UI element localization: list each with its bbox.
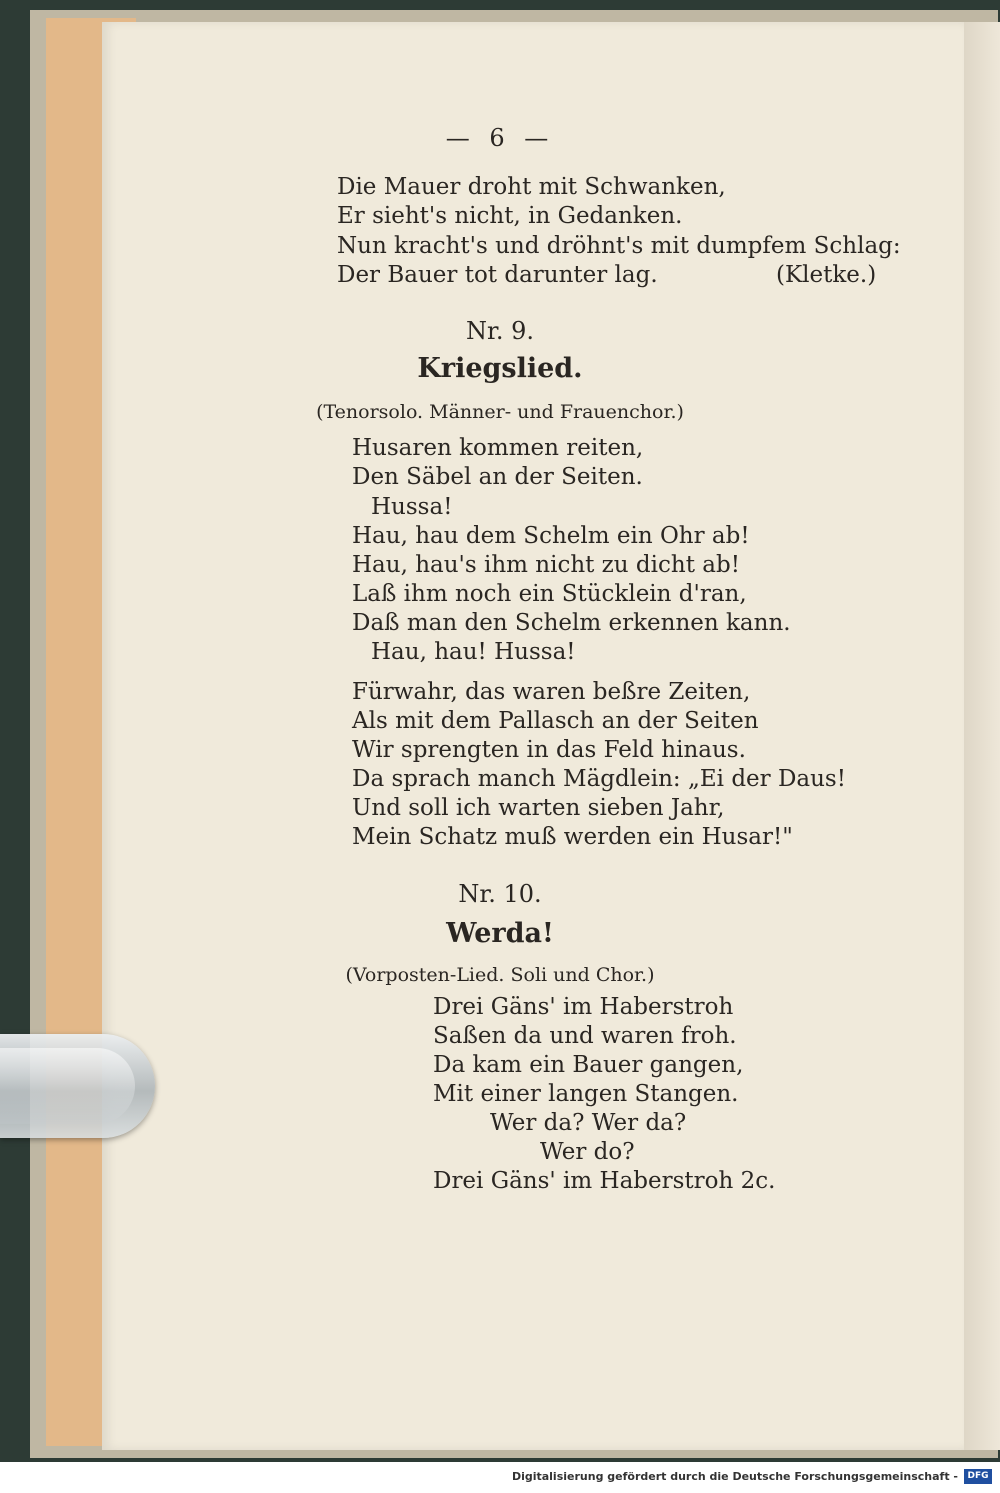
- paper-clip-highlight: [0, 1048, 135, 1124]
- verse-line: Mein Schatz muß werden ein Husar!": [352, 824, 793, 850]
- verse-line: Daß man den Schelm erkennen kann.: [352, 610, 791, 636]
- verse-line: Mit einer langen Stangen.: [433, 1081, 739, 1107]
- verse-line: Wer do?: [540, 1139, 635, 1165]
- song-9-title: Kriegslied.: [417, 353, 583, 384]
- paper-clip: [0, 1034, 155, 1138]
- verse-line: Hau, hau's ihm nicht zu dicht ab!: [352, 552, 740, 578]
- verse-line: Hau, hau dem Schelm ein Ohr ab!: [352, 523, 750, 549]
- verse-line: Saßen da und waren froh.: [433, 1023, 737, 1049]
- page-number: — 6 —: [445, 124, 555, 152]
- song-9-number: Nr. 9.: [466, 317, 534, 345]
- verse-line: Wir sprengten in das Feld hinaus.: [352, 737, 746, 763]
- stanza-1-line: Die Mauer droht mit Schwanken,: [337, 174, 726, 200]
- verse-line: Drei Gäns' im Haberstroh: [433, 994, 734, 1020]
- dfg-logo-icon: DFG: [964, 1469, 992, 1484]
- verse-line: Laß ihm noch ein Stücklein d'ran,: [352, 581, 747, 607]
- verse-line: Fürwahr, das waren beßre Zeiten,: [352, 679, 751, 705]
- verse-line: Hussa!: [371, 494, 453, 520]
- verse-line: Drei Gäns' im Haberstroh 2c.: [433, 1168, 776, 1194]
- footer-credit: Digitalisierung gefördert durch die Deutsche Forschungsgemeinschaft -: [511, 1470, 958, 1483]
- song-10-number: Nr. 10.: [458, 880, 542, 908]
- verse-line: Und soll ich warten sieben Jahr,: [352, 795, 725, 821]
- song-10-title: Werda!: [446, 918, 554, 949]
- verse-line: Da sprach manch Mägdlein: „Ei der Daus!: [352, 766, 846, 792]
- verse-line: Husaren kommen reiten,: [352, 435, 644, 461]
- song-9-subtitle: (Tenorsolo. Männer- und Frauenchor.): [316, 401, 684, 423]
- author-credit: (Kletke.): [776, 262, 877, 288]
- footer-bar: [0, 1462, 1000, 1493]
- stanza-1-line: Der Bauer tot darunter lag.: [337, 262, 658, 288]
- verse-line: Hau, hau! Hussa!: [371, 639, 576, 665]
- verse-line: Den Säbel an der Seiten.: [352, 464, 643, 490]
- stanza-1-line: Nun kracht's und dröhnt's mit dumpfem Schlag:: [337, 233, 901, 259]
- verse-line: Als mit dem Pallasch an der Seiten: [352, 708, 759, 734]
- song-10-subtitle: (Vorposten-Lied. Soli und Chor.): [345, 964, 655, 986]
- verse-line: Wer da? Wer da?: [490, 1110, 687, 1136]
- stanza-1-line: Er sieht's nicht, in Gedanken.: [337, 203, 683, 229]
- verse-line: Da kam ein Bauer gangen,: [433, 1052, 744, 1078]
